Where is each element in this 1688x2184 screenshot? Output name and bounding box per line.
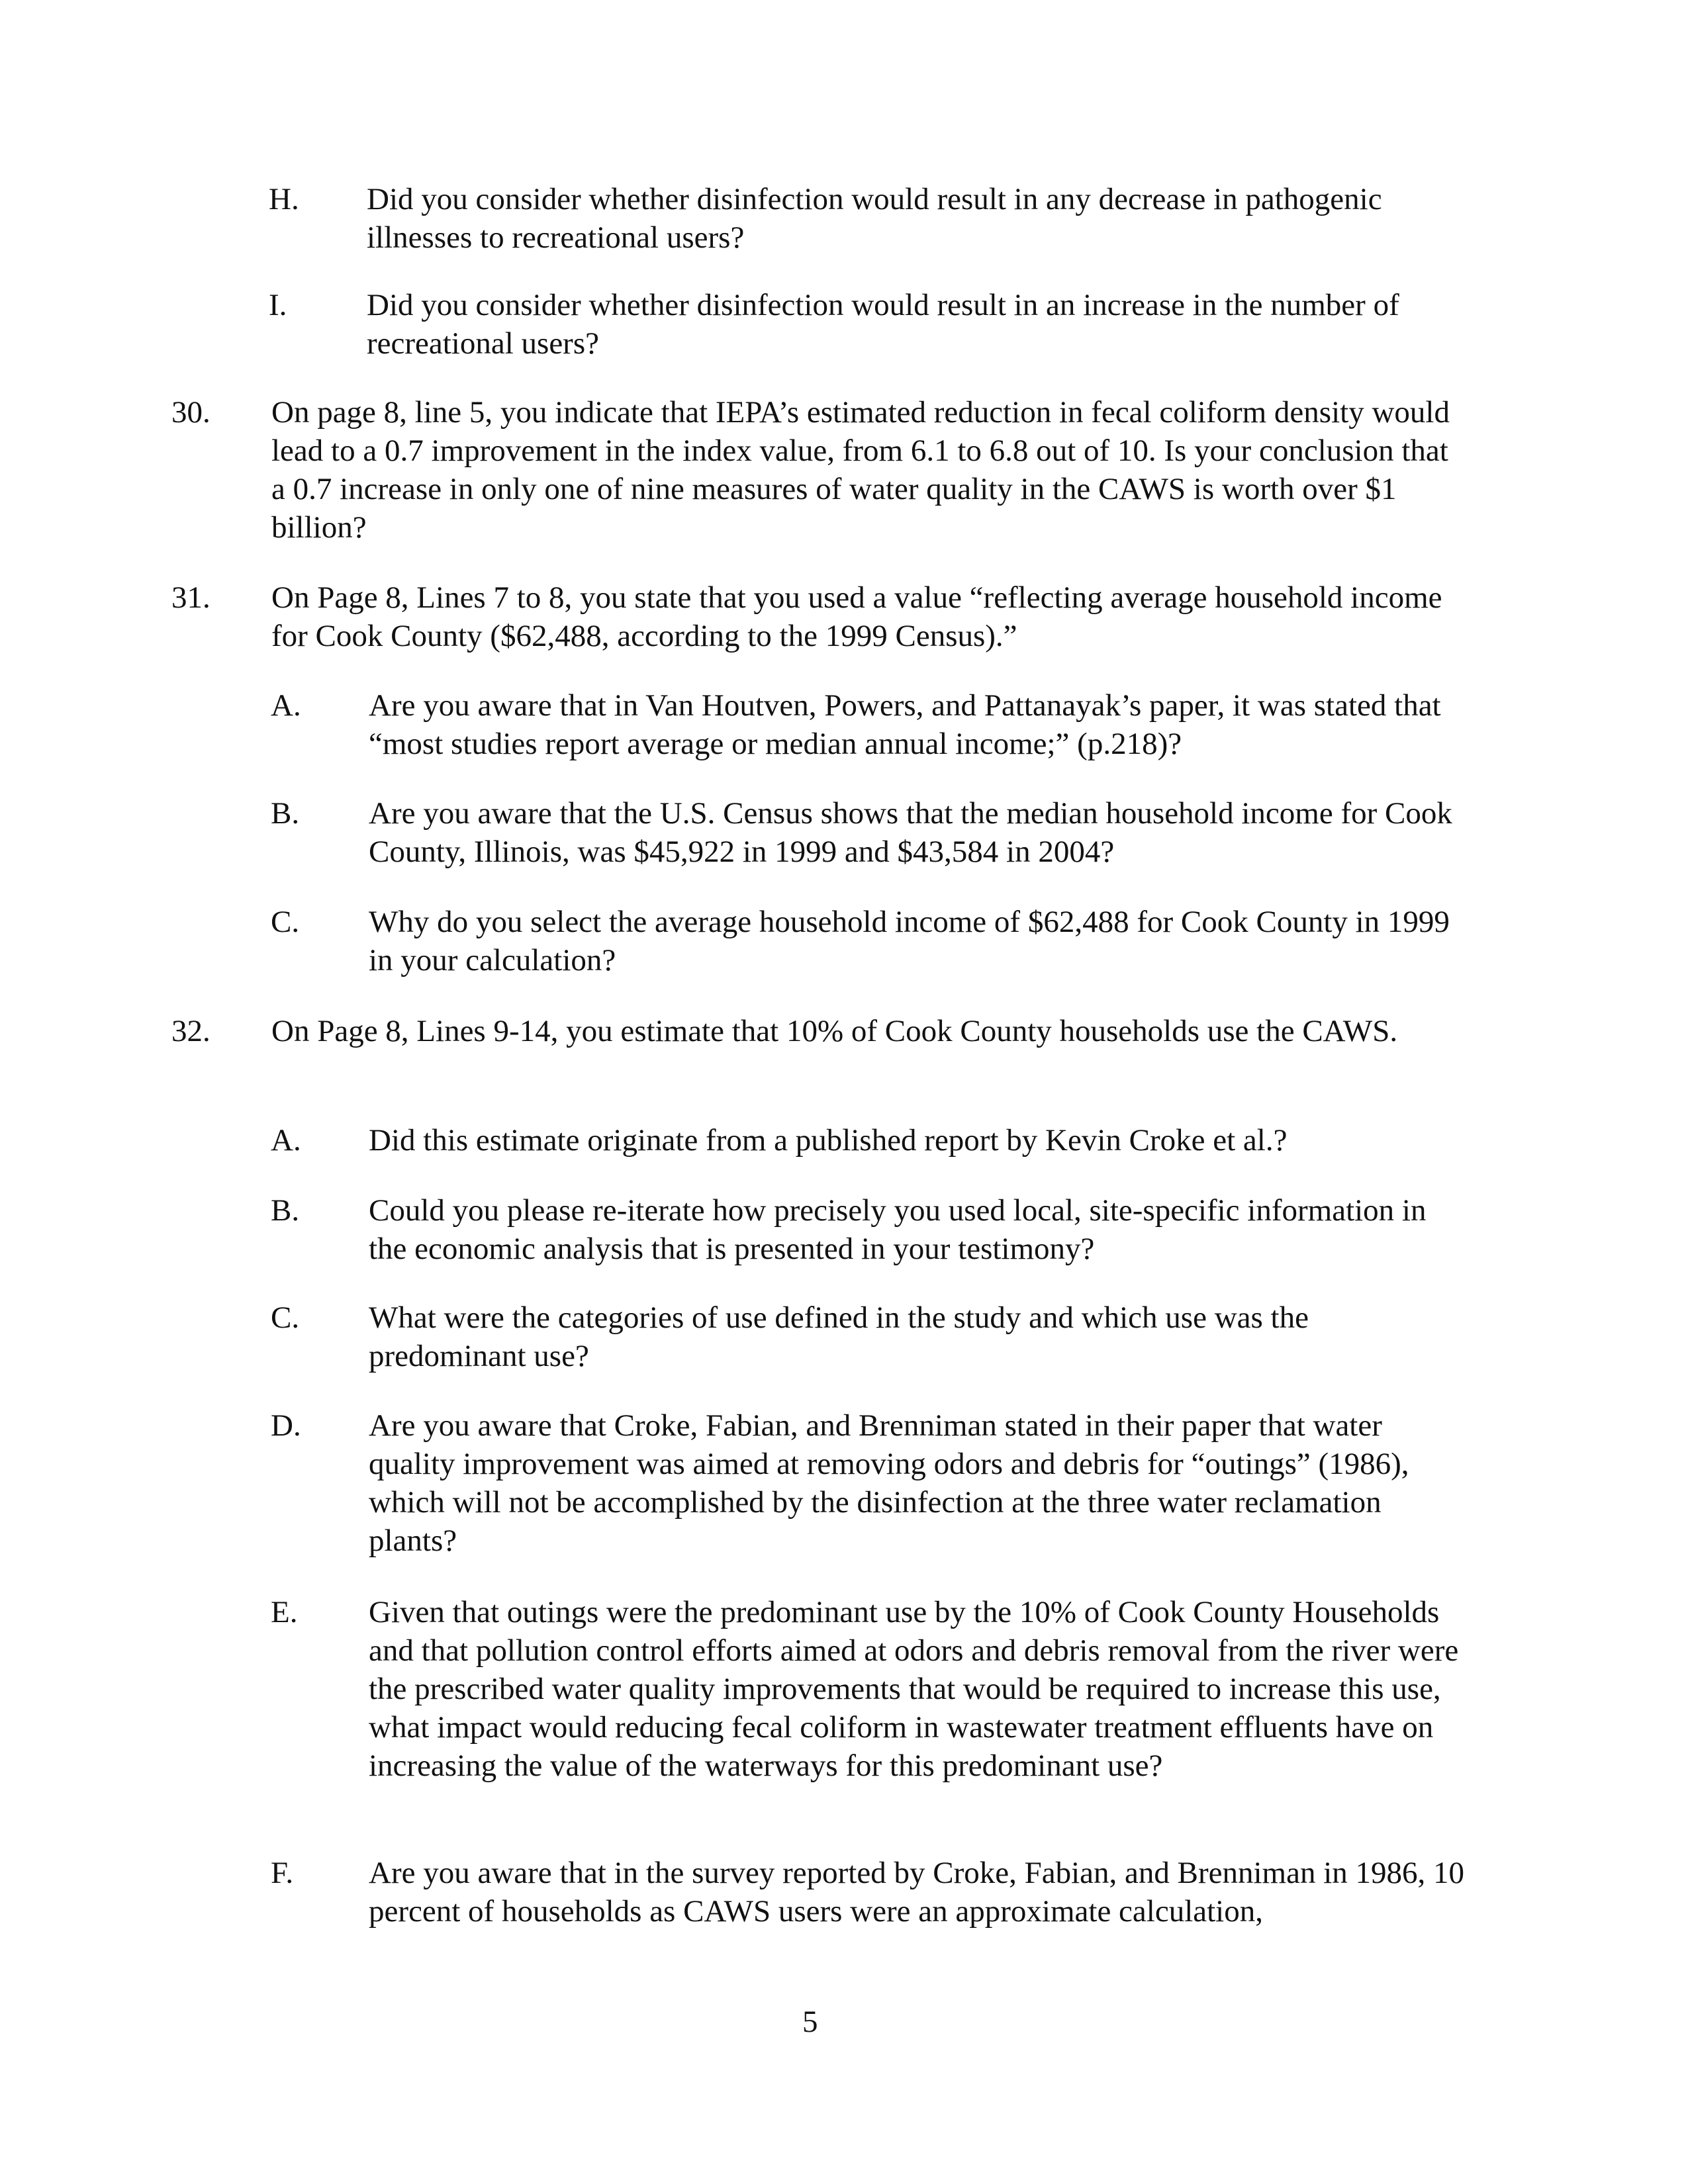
item-label: D.	[271, 1408, 301, 1443]
item-text: Did you consider whether disinfection would result in any decrease in pathogenic illnesses to recreational users?	[367, 182, 1382, 255]
item-label: I.	[269, 288, 287, 322]
item-label: C.	[271, 1300, 300, 1335]
item-text: Are you aware that Croke, Fabian, and Brenniman stated in their paper that water quality improvement was aimed at removing odors and debris for “outings” (1986), which will not be accomplished by the disinfection at the three water reclamation plants?	[369, 1408, 1409, 1558]
item-label: H.	[269, 182, 299, 216]
item-text: Are you aware that in Van Houtven, Powers, and Pattanayak’s paper, it was stated that “most studies report average or median annual income;” (p.218)?	[369, 688, 1441, 761]
item-label: 30.	[171, 395, 211, 430]
item-text: Given that outings were the predominant use by the 10% of Cook County Households and that pollution control efforts aimed at odors and debris removal from the river were the prescribed water quality improvements that would be required to increase this use, what impact would reducing fecal coliform in wastewater treatment effluents have on increasing the value of the waterways for this predominant use?	[369, 1595, 1459, 1783]
item-label: 31.	[171, 580, 211, 615]
item-label: 32.	[171, 1014, 211, 1048]
item-label: A.	[271, 1123, 301, 1158]
item-text: On Page 8, Lines 7 to 8, you state that you used a value “reflecting average household income for Cook County ($62,488, according to the 1999 Census).”	[271, 580, 1442, 653]
item-text: Could you please re-iterate how precisely you used local, site-specific information in the economic analysis that is presented in your testimony?	[369, 1193, 1427, 1266]
item-label: F.	[271, 1856, 294, 1890]
item-label: C.	[271, 905, 300, 939]
item-text: On page 8, line 5, you indicate that IEPA’s estimated reduction in fecal coliform density would lead to a 0.7 improvement in the index value, from 6.1 to 6.8 out of 10. Is your conclusion that a 0.7 increase in only one of nine measures of water quality in the CAWS is worth over $1 billion?	[271, 395, 1450, 545]
item-label: E.	[271, 1595, 298, 1629]
item-text: Are you aware that the U.S. Census shows that the median household income for Cook County, Illinois, was $45,922 in 1999 and $43,584 in 2004?	[369, 796, 1452, 869]
item-text: What were the categories of use defined in the study and which use was the predominant use?	[369, 1300, 1309, 1373]
item-label: B.	[271, 796, 300, 831]
item-text: Why do you select the average household income of $62,488 for Cook County in 1999 in your calculation?	[369, 905, 1450, 978]
page-number: 5	[802, 2005, 818, 2039]
item-label: B.	[271, 1193, 300, 1228]
item-text: Are you aware that in the survey reported by Croke, Fabian, and Brenniman in 1986, 10 percent of households as CAWS users were an approximate calculation,	[369, 1856, 1465, 1929]
item-text: Did you consider whether disinfection would result in an increase in the number of recreational users?	[367, 288, 1399, 361]
item-text: Did this estimate originate from a published report by Kevin Croke et al.?	[369, 1123, 1288, 1158]
item-label: A.	[271, 688, 301, 723]
item-text: On Page 8, Lines 9-14, you estimate that 10% of Cook County households use the CAWS.	[271, 1014, 1398, 1048]
